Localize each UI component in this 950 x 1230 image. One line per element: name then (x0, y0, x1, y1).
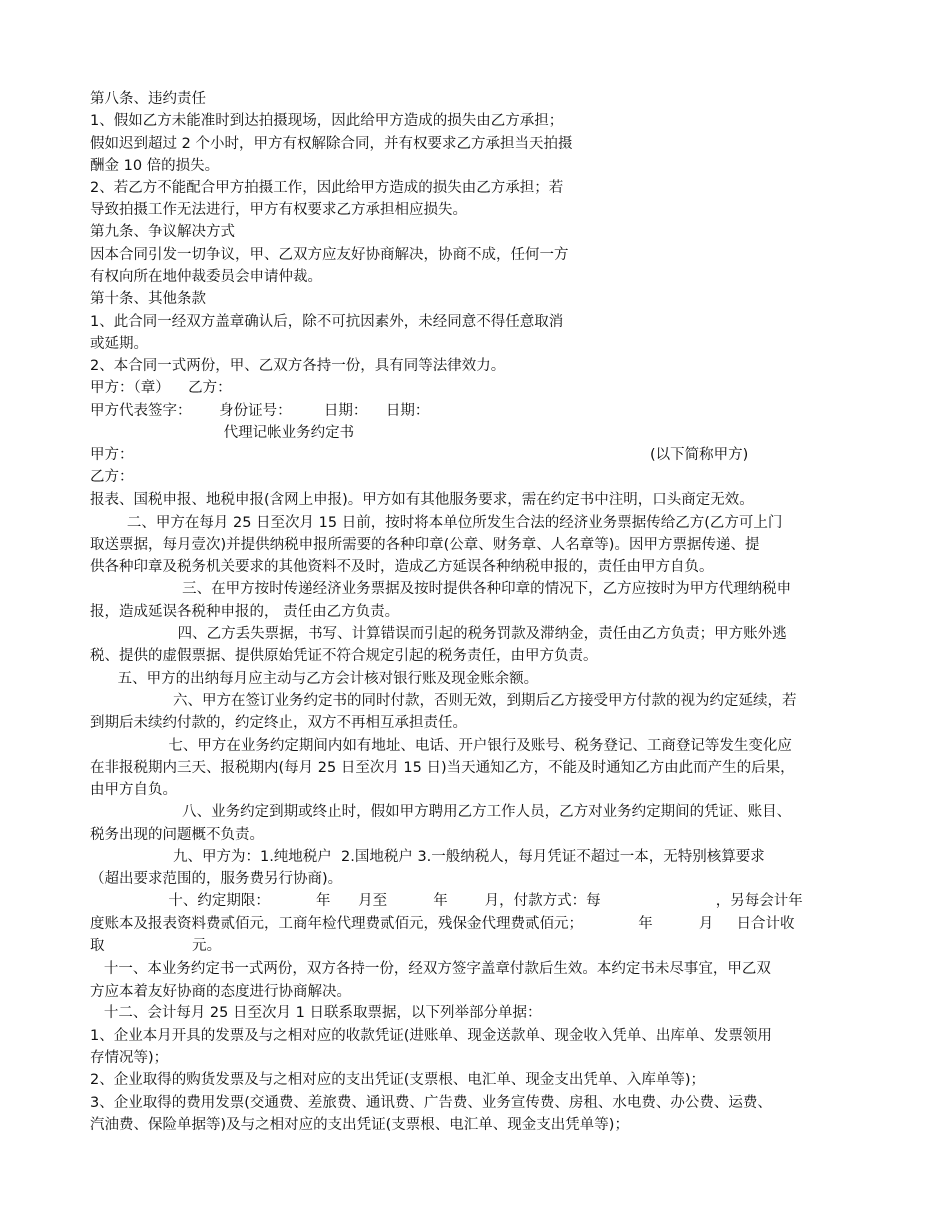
text-line: 税务出现的问题概不负责。 (90, 827, 264, 843)
text-line: 四、乙方丢失票据，书写、计算错误而引起的税务罚款及滞纳金，责任由乙方负责；甲方账外逃 (90, 626, 787, 642)
text-line: 因本合同引发一切争议，甲、乙双方应友好协商解决，协商不成，任何一方 (90, 247, 569, 263)
text-line: 取送票据，每月壹次)并提供纳税申报所需要的各种印章(公章、财务章、人名章等)。因甲方票据传递、提 (90, 537, 760, 553)
party-b-line: 乙方： (90, 469, 134, 485)
text-line: 十二、会计每月 25 日至次月 1 日联系取票据，以下列举部分单据： (90, 1005, 542, 1021)
text-line: 供各种印章及税务机关要求的其他资料不及时，造成乙方延误各种纳税申报的，责任由甲方自负。 (90, 559, 714, 575)
signature-line: 甲方代表签字： 身份证号： 日期： 日期： (90, 403, 430, 419)
text-line: 1、企业本月开具的发票及与之相对应的收款凭证(进账单、现金送款单、现金收入凭单、出库单、发票领用 (90, 1028, 772, 1044)
text-line: 第十条、其他条款 (90, 291, 206, 307)
text-line: 有权向所在地仲裁委员会申请仲裁。 (90, 269, 322, 285)
text-line: 汽油费、保险单据等)及与之相对应的支出凭证(支票根、电汇单、现金支出凭单等)； (90, 1117, 629, 1133)
text-line: 税、提供的虚假票据、提供原始凭证不符合规定引起的税务责任，由甲方负责。 (90, 648, 598, 664)
text-line: 报表、国税申报、地税申报(含网上申报)。甲方如有其他服务要求，需在约定书中注明，口头商定无效。 (90, 492, 754, 508)
text-line: 假如迟到超过 2 个小时，甲方有权解除合同，并有权要求乙方承担当天拍摄 (90, 136, 573, 152)
text-line: 二、甲方在每月 25 日至次月 15 日前，按时将本单位所发生合法的经济业务票据传给乙方(乙方可上门 (90, 515, 783, 531)
text-line: 六、甲方在签订业务约定书的同时付款，否则无效，到期后乙方接受甲方付款的视为约定延续，若 (90, 693, 797, 709)
text-line: 或延期。 (90, 336, 148, 352)
text-line: 第九条、争议解决方式 (90, 224, 235, 240)
text-line: 十、约定期限： 年 月至 年 月，付款方式：每 ，另每会计年 (90, 893, 803, 909)
text-line: 第八条、违约责任 (90, 91, 206, 107)
text-line: 存情况等)； (90, 1050, 169, 1066)
text-line: 酬金 10 倍的损失。 (90, 158, 220, 174)
text-line: 七、甲方在业务约定期间内如有地址、电话、开户银行及账号、税务登记、工商登记等发生变化应 (90, 738, 792, 754)
text-line: 3、企业取得的费用发票(交通费、差旅费、通讯费、广告费、业务宣传费、房租、水电费、办公费、运费、 (90, 1095, 772, 1111)
text-line: 到期后未续约付款的，约定终止，双方不再相互承担责任。 (90, 715, 467, 731)
text-line: （超出要求范围的，服务费另行协商)。 (90, 871, 343, 887)
text-line: 八、业务约定到期或终止时，假如甲方聘用乙方工作人员，乙方对业务约定期间的凭证、账目、 (90, 804, 792, 820)
text-line: 方应本着友好协商的态度进行协商解决。 (90, 984, 351, 1000)
party-a-note: (以下简称甲方) (650, 447, 749, 463)
text-line: 1、假如乙方未能准时到达拍摄现场，因此给甲方造成的损失由乙方承担； (90, 113, 564, 129)
signature-line: 甲方：（章） 乙方： (90, 380, 232, 396)
text-line: 报，造成延误各税种申报的， 责任由乙方负责。 (90, 604, 400, 620)
text-line: 1、此合同一经双方盖章确认后，除不可抗因素外，未经同意不得任意取消 (90, 314, 564, 330)
text-line: 三、在甲方按时传递经济业务票据及按时提供各种印章的情况下，乙方应按时为甲方代理纳税申 (90, 581, 792, 597)
text-line: 导致拍摄工作无法进行，甲方有权要求乙方承担相应损失。 (90, 202, 467, 218)
text-line: 在非报税期内三天、报税期内(每月 25 日至次月 15 日)当天通知乙方，不能及时通知乙方由此而产生的后果， (90, 760, 795, 776)
text-line: 五、甲方的出纳每月应主动与乙方会计核对银行账及现金账余额。 (90, 671, 539, 687)
text-line: 由甲方自负。 (90, 782, 177, 798)
text-line: 九、甲方为：1.纯地税户 2.国地税户 3.一般纳税人，每月凭证不超过一本，无特别核算要求 (90, 849, 765, 865)
document-title: 代理记帐业务约定书 (90, 425, 355, 441)
text-line: 2、企业取得的购货发票及与之相对应的支出凭证(支票根、电汇单、现金支出凭单、入库单等)； (90, 1072, 706, 1088)
text-line: 十一、本业务约定书一式两份，双方各持一份，经双方签字盖章付款后生效。本约定书未尽事宜，甲乙双 (90, 961, 771, 977)
text-line: 2、本合同一式两份，甲、乙双方各持一份，具有同等法律效力。 (90, 358, 506, 374)
party-a-line: 甲方： (90, 447, 134, 463)
text-line: 取 元。 (90, 938, 222, 954)
text-line: 度账本及报表资料费贰佰元，工商年检代理费贰佰元，残保金代理费贰佰元； 年 月 日合计收 (90, 916, 795, 932)
text-line: 2、若乙方不能配合甲方拍摄工作，因此给甲方造成的损失由乙方承担；若 (90, 180, 564, 196)
